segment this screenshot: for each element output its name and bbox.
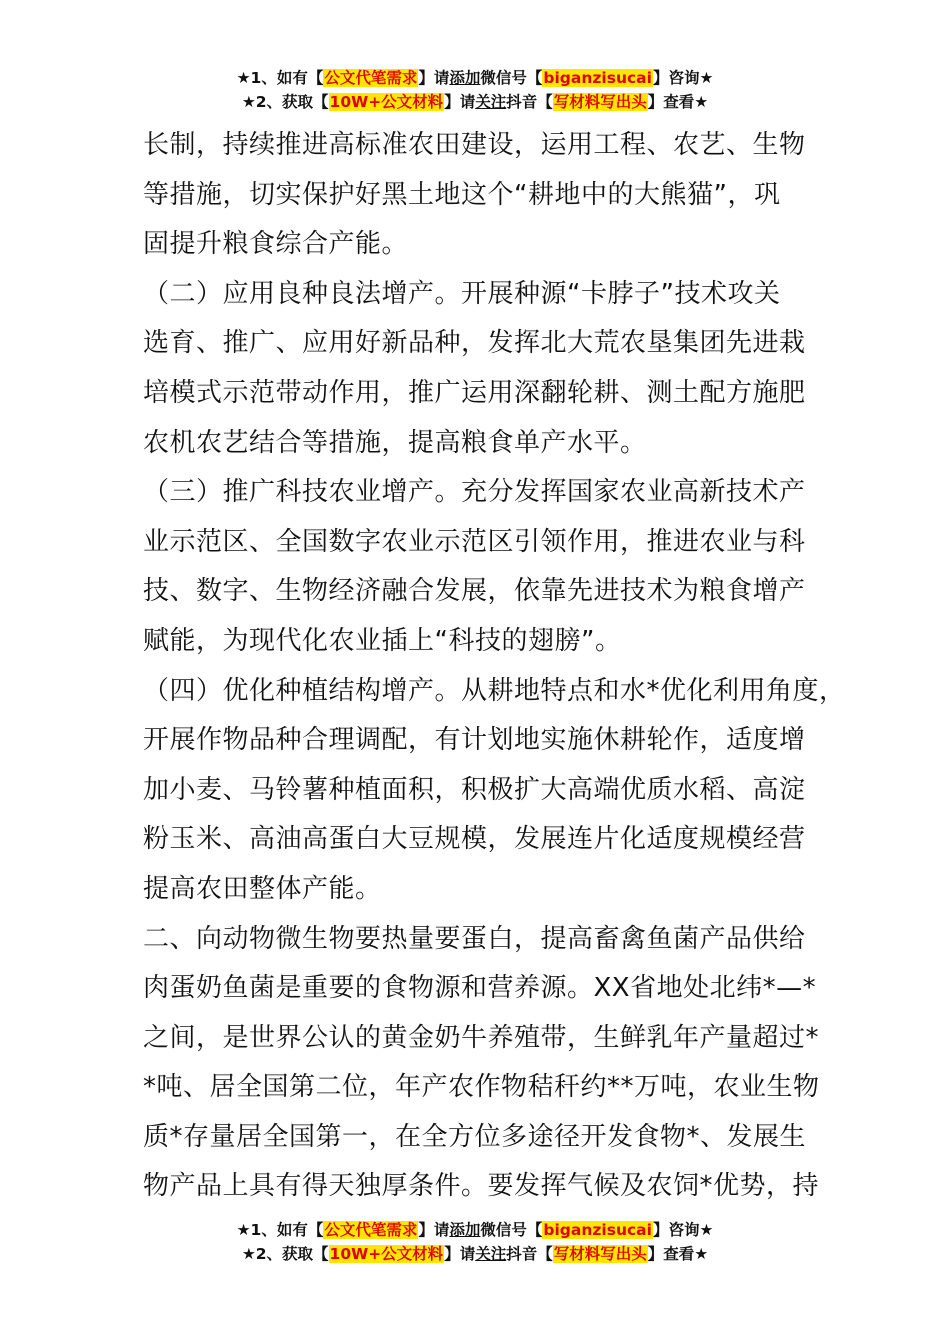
banner-underline: 关注: [475, 1245, 507, 1263]
banner-highlight: 10W+公文材料: [329, 1245, 444, 1263]
banner-text: 】请: [444, 93, 476, 111]
banner-text: 】咨询★: [652, 1221, 714, 1239]
body-line: *吨、居全国第二位，年产农作物秸秆约**万吨，农业生物: [143, 1072, 820, 1103]
banner-line-1: [0, 1218, 950, 1242]
banner-text: 】查看★: [647, 93, 709, 111]
body-line: 提高农田整体产能。: [143, 873, 382, 904]
body-line: 开展作物品种合理调配，有计划地实施休耕轮作，适度增: [143, 725, 806, 756]
banner-text: 】请: [418, 1221, 450, 1239]
banner-text: ★2、获取【: [241, 1245, 329, 1263]
body-line: （四）优化种植结构增产。从耕地特点和水*优化利用角度，: [143, 675, 846, 706]
banner-text: 】请: [444, 1245, 476, 1263]
header-banner: [0, 66, 950, 114]
banner-text: ★2、获取【: [241, 93, 329, 111]
banner-text: 】查看★: [647, 1245, 709, 1263]
body-line: 之间，是世界公认的黄金奶牛养殖带，生鲜乳年产量超过*: [143, 1022, 820, 1053]
body-line: 等措施，切实保护好黑土地这个“耕地中的大熊猫”，巩: [143, 179, 781, 210]
body-line: 肉蛋奶鱼菌是重要的食物源和营养源。XX省地处北纬*—*: [143, 973, 817, 1004]
banner-text: 抖音【: [506, 1245, 553, 1263]
banner-highlight: 写材料写出头: [553, 1245, 647, 1263]
banner-highlight: 公文代笔需求: [324, 1221, 418, 1239]
banner-line-2: [0, 1242, 950, 1266]
banner-text: 】咨询★: [652, 69, 714, 87]
banner-text: 微信号【: [480, 1221, 543, 1239]
footer-banner: [0, 1218, 950, 1266]
banner-highlight: biganzisucai: [543, 69, 652, 87]
body-line: （三）推广科技农业增产。充分发挥国家农业高新技术产: [143, 477, 806, 508]
body-line: 赋能，为现代化农业插上“科技的翅膀”。: [143, 625, 622, 656]
section-heading: 二、向动物微生物要热量要蛋白，提高畜禽鱼菌产品供给: [143, 923, 806, 954]
body-line: 加小麦、马铃薯种植面积，积极扩大高端优质水稻、高淀: [143, 774, 806, 805]
banner-text: 抖音【: [506, 93, 553, 111]
body-line: （二）应用良种良法增产。开展种源“卡脖子”技术攻关: [143, 278, 781, 309]
body-line: 业示范区、全国数字农业示范区引领作用，推进农业与科: [143, 526, 806, 557]
body-line: 物产品上具有得天独厚条件。要发挥气候及农饲*优势，持: [143, 1171, 820, 1202]
banner-highlight: biganzisucai: [543, 1221, 652, 1239]
banner-line-1: [0, 66, 950, 90]
banner-line-2: [0, 90, 950, 114]
banner-underline: 添加: [449, 1221, 481, 1239]
body-line: 选育、推广、应用好新品种，发挥北大荒农垦集团先进栽: [143, 328, 806, 359]
banner-text: ★1、如有【: [236, 1221, 324, 1239]
banner-underline: 关注: [475, 93, 507, 111]
body-line: 质*存量居全国第一，在全方位多途径开发食物*、发展生: [143, 1121, 807, 1152]
body-line: 技、数字、生物经济融合发展，依靠先进技术为粮食增产: [143, 576, 806, 607]
banner-highlight: 10W+公文材料: [329, 93, 444, 111]
body-line: 固提升粮食综合产能。: [143, 229, 409, 260]
body-line: 粉玉米、高油高蛋白大豆规模，发展连片化适度规模经营: [143, 824, 806, 855]
banner-text: 】请: [418, 69, 450, 87]
banner-text: 微信号【: [480, 69, 543, 87]
banner-text: ★1、如有【: [236, 69, 324, 87]
body-line: 长制，持续推进高标准农田建设，运用工程、农艺、生物: [143, 130, 806, 160]
banner-highlight: 写材料写出头: [553, 93, 647, 111]
banner-underline: 添加: [449, 69, 481, 87]
body-line: 培模式示范带动作用，推广运用深翻轮耕、测土配方施肥: [143, 377, 806, 408]
document-body: [143, 121, 846, 1212]
body-line: 农机农艺结合等措施，提高粮食单产水平。: [143, 427, 647, 458]
banner-highlight: 公文代笔需求: [324, 69, 418, 87]
